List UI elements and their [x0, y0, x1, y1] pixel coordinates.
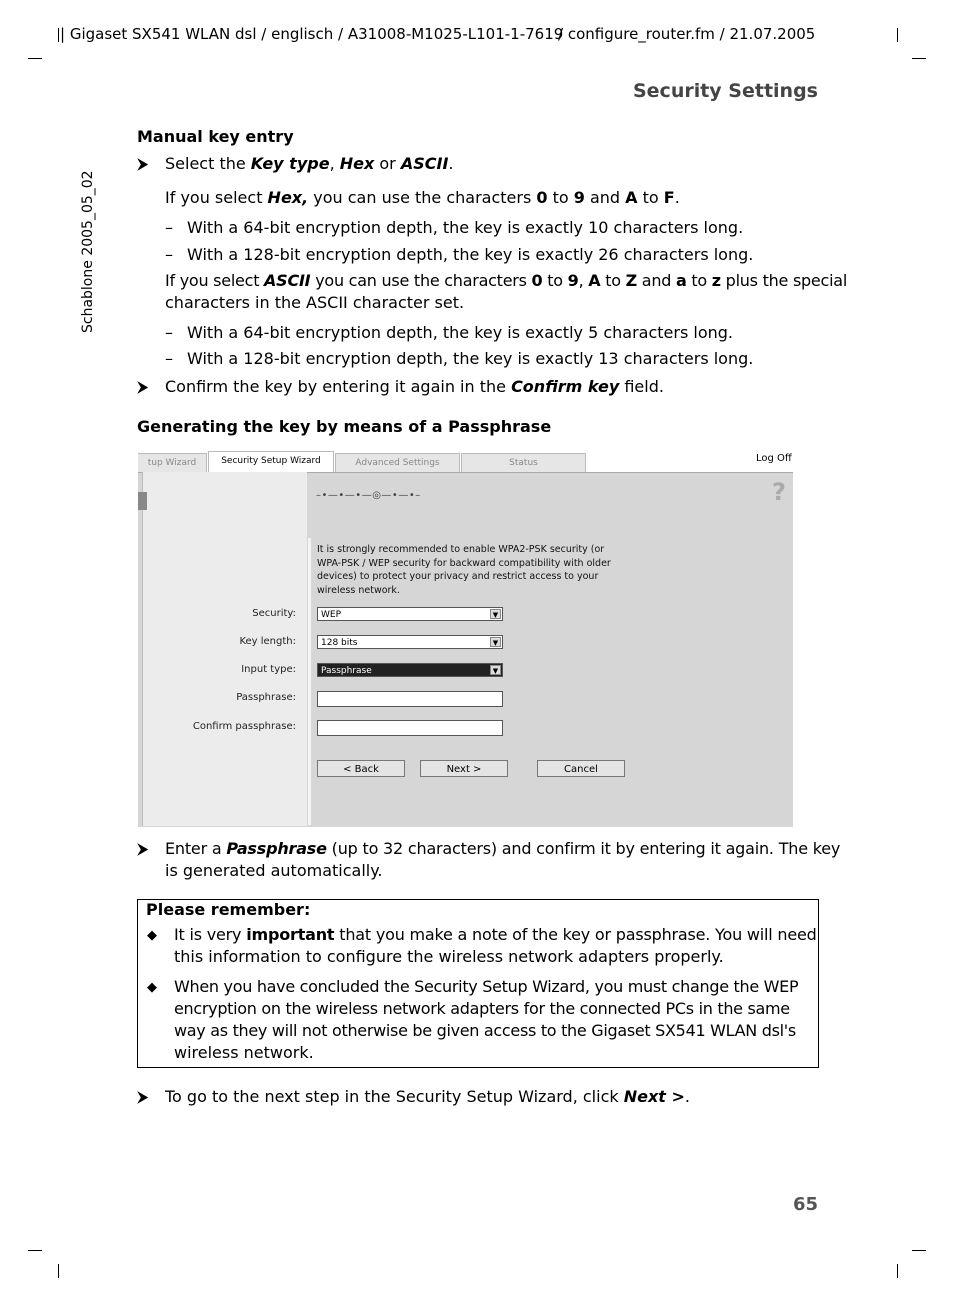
bullet-icon: ◆ — [147, 980, 157, 995]
help-icon[interactable]: ? — [772, 478, 786, 506]
security-note: It is strongly recommended to enable WPA2-PSK security (or WPA-PSK / WEP security for backward compatibility with older devices) to protect your privacy and restrict access to your wireless network. — [317, 544, 611, 596]
crop-mark — [897, 1264, 898, 1278]
passphrase-label: Passphrase: — [236, 692, 296, 703]
passphrase-heading: Generating the key by means of a Passphrase — [137, 417, 552, 436]
bullet-icon: ◆ — [147, 928, 157, 943]
passphrase-input[interactable] — [317, 691, 503, 707]
remember-box — [137, 899, 819, 1068]
template-label: Schablone 2005_05_02 — [80, 170, 96, 333]
divider — [308, 538, 311, 825]
tab-setup-wizard[interactable]: tup Wizard — [138, 453, 207, 472]
security-select[interactable]: WEP ▼ — [317, 607, 503, 621]
remember-title: Please remember: — [146, 900, 311, 919]
scroll-marker — [138, 492, 147, 510]
manual-key-heading: Manual key entry — [137, 127, 294, 146]
chevron-down-icon[interactable]: ▼ — [490, 665, 501, 675]
doc-header-right: / configure_router.fm / 21.07.2005 — [558, 25, 816, 43]
final-step: To go to the next step in the Security Setup Wizard, click Next >. — [165, 1087, 690, 1106]
remember-item-line2: this information to configure the wireless network adapters properly. — [174, 947, 724, 966]
wizard-progress: –•—•—•—◎—•—•– — [316, 490, 421, 501]
next-button[interactable]: Next > — [420, 760, 508, 777]
crop-mark — [897, 28, 898, 42]
remember-item-line: way as they will not otherwise be given access to the Gigaset SX541 WLAN dsl's — [174, 1021, 796, 1040]
hex-paragraph: If you select Hex, you can use the characters 0 to 9 and A to F. — [165, 188, 680, 207]
security-label: Security: — [252, 608, 296, 619]
input-type-label: Input type: — [241, 664, 296, 675]
logoff-link[interactable]: Log Off — [756, 453, 792, 464]
enter-passphrase-line2: is generated automatically. — [165, 861, 383, 880]
arrow-icon: ⮞ — [137, 377, 149, 396]
arrow-icon: ⮞ — [137, 154, 149, 173]
page-number: 65 — [792, 1194, 818, 1215]
confirm-passphrase-input[interactable] — [317, 720, 503, 736]
doc-header-left: | Gigaset SX541 WLAN dsl / englisch / A31008-M1025-L101-1-7619 — [60, 25, 564, 43]
crop-mark — [912, 1250, 926, 1251]
crop-mark — [58, 1264, 59, 1278]
confirm-passphrase-label: Confirm passphrase: — [192, 721, 296, 732]
key-length-label: Key length: — [239, 636, 296, 647]
key-length-select[interactable]: 128 bits ▼ — [317, 635, 503, 649]
router-screenshot — [138, 450, 794, 826]
tab-security-setup-wizard[interactable]: Security Setup Wizard — [208, 451, 334, 472]
chevron-down-icon[interactable]: ▼ — [490, 637, 501, 647]
enter-passphrase-step: Enter a Passphrase (up to 32 characters) and confirm it by entering it again. The key — [165, 839, 841, 858]
step-confirm-key: Confirm the key by entering it again in the Confirm key field. — [165, 377, 664, 396]
crop-mark — [912, 58, 926, 59]
ascii-paragraph-line2: characters in the ASCII character set. — [165, 293, 465, 312]
input-type-select[interactable]: Passphrase ▼ — [317, 663, 503, 677]
back-button[interactable]: < Back — [317, 760, 405, 777]
cancel-button[interactable]: Cancel — [537, 760, 625, 777]
arrow-icon: ⮞ — [137, 839, 149, 858]
remember-item: When you have concluded the Security Setup Wizard, you must change the WEP — [174, 977, 799, 996]
crop-mark — [28, 1250, 42, 1251]
tab-status[interactable]: Status — [461, 453, 586, 472]
ascii-paragraph: If you select ASCII you can use the characters 0 to 9, A to Z and a to z plus the special — [165, 271, 848, 290]
remember-item-line: encryption on the wireless network adapters for the connected PCs in the same — [174, 999, 790, 1018]
chevron-down-icon[interactable]: ▼ — [490, 609, 501, 619]
remember-item-line: wireless network. — [174, 1043, 314, 1062]
crop-mark — [58, 28, 59, 42]
step-select-key-type: Select the Key type, Hex or ASCII. — [165, 154, 454, 173]
tab-advanced-settings[interactable]: Advanced Settings — [335, 453, 460, 472]
crop-mark — [28, 58, 42, 59]
section-title: Security Settings — [632, 80, 818, 102]
arrow-icon: ⮞ — [137, 1087, 149, 1106]
left-column — [142, 472, 307, 826]
remember-item: It is very important that you make a note of the key or passphrase. You will need — [174, 925, 817, 944]
